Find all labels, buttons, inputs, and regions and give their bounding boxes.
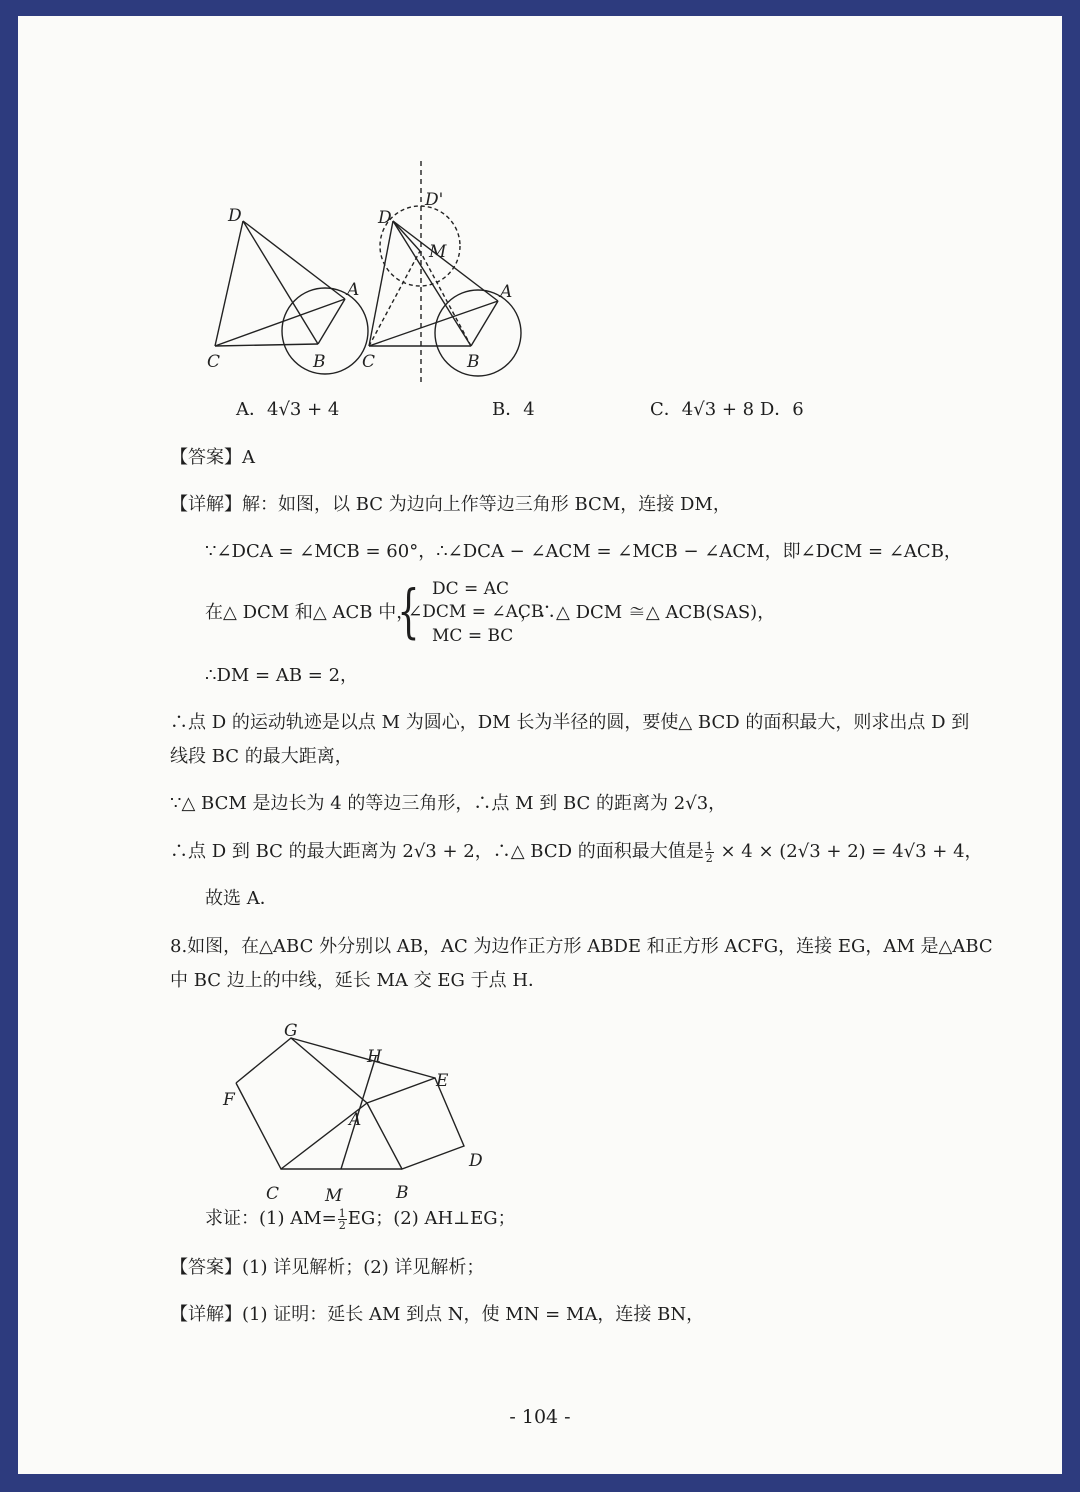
- segment-cm: [369, 251, 420, 346]
- label-h: H: [367, 1047, 382, 1067]
- label-f: F: [223, 1090, 235, 1110]
- segment-ge: [291, 1038, 435, 1078]
- label-e: E: [436, 1071, 449, 1091]
- segment-bm: [420, 251, 471, 346]
- fraction-one-half: $\frac{1}{2}$: [705, 839, 713, 865]
- label-d-prime: D': [425, 190, 444, 210]
- q8-answer: 【答案】(1) 详见解析；(2) 详见解析；: [170, 1257, 485, 1278]
- segment-dc: [215, 221, 243, 346]
- segment-db: [243, 221, 318, 344]
- label-b: B: [467, 352, 480, 372]
- label-d: D: [378, 208, 392, 228]
- label-c: C: [207, 352, 221, 372]
- segment-ca: [215, 299, 345, 346]
- label-a: A: [349, 1110, 362, 1130]
- segment-da: [243, 221, 345, 299]
- fraction-one-half: $\frac{1}{2}$: [338, 1206, 346, 1232]
- q7-detail-intro: 【详解】解：如图，以 BC 为边向上作等边三角形 BCM，连接 DM，: [170, 494, 731, 515]
- segment-cb: [215, 344, 318, 346]
- label-d: D: [228, 206, 242, 226]
- option-a: A．4√3 + 4: [236, 399, 340, 420]
- q7-step2-prefix: 在△ DCM 和△ ACB 中，: [205, 602, 415, 623]
- label-b: B: [396, 1183, 409, 1201]
- system-brace: {: [397, 577, 420, 645]
- q7-step6-suffix: × 4 × (2√3 + 2) = 4√3 + 4，: [714, 841, 983, 862]
- label-b: B: [313, 352, 326, 372]
- q7-step4b: 线段 BC 的最大距离，: [170, 746, 353, 767]
- label-m: M: [325, 1186, 343, 1201]
- label-m: M: [429, 242, 447, 262]
- q7-step6-prefix: ∴点 D 到 BC 的最大距离为 2√3 + 2，∴△ BCD 的面积最大值是: [170, 841, 704, 862]
- q8-prove-prefix: 求证：(1) AM=: [205, 1208, 337, 1229]
- label-a: A: [500, 282, 513, 302]
- q7-step6: [170, 839, 983, 865]
- label-a: A: [347, 280, 360, 300]
- q7-step3: ∴DM = AB = 2，: [205, 665, 359, 686]
- segment-dm: [393, 221, 420, 251]
- q8-prove: [205, 1206, 516, 1232]
- option-c-d: C．4√3 + 8 D．6: [650, 399, 804, 420]
- q8-detail: 【详解】(1) 证明：延长 AM 到点 N，使 MN = MA，连接 BN，: [170, 1304, 705, 1325]
- label-d: D: [469, 1151, 483, 1171]
- figure-squares: [198, 1001, 498, 1201]
- segment-ab: [471, 301, 498, 346]
- page-number: - 104 -: [509, 1406, 571, 1428]
- system-line-2: ∠DCM = ∠ACB: [408, 602, 544, 622]
- q7-conclusion: 故选 A．: [205, 888, 278, 909]
- q8-problem-line-1: 8.如图，在△ABC 外分别以 AB，AC 为边作正方形 ABDE 和正方形 ACFG，连接 EG，AM 是△ABC: [170, 936, 993, 957]
- square-abde: [367, 1078, 464, 1169]
- option-b: B．4: [492, 399, 535, 420]
- q8-prove-suffix: EG；(2) AH⊥EG；: [347, 1208, 516, 1229]
- label-g: G: [284, 1021, 298, 1041]
- circle-m: [380, 206, 460, 286]
- label-c: C: [266, 1184, 280, 1201]
- figure-2-diagram: [353, 161, 553, 401]
- segment-ca: [369, 301, 498, 346]
- q7-step5: ∵△ BCM 是边长为 4 的等边三角形，∴点 M 到 BC 的距离为 2√3，: [170, 793, 727, 814]
- figure-with-circles: [353, 161, 553, 401]
- segment-dc: [369, 221, 393, 346]
- q7-answer: 【答案】A: [170, 447, 255, 468]
- q7-step4a: ∴点 D 的运动轨迹是以点 M 为圆心，DM 长为半径的圆，要使△ BCD 的面积最大，则求出点 D 到: [170, 712, 970, 733]
- segment-ab: [318, 299, 345, 344]
- figure-3-diagram: [198, 1001, 498, 1201]
- q8-problem-line-2: 中 BC 边上的中线，延长 MA 交 EG 于点 H．: [170, 970, 547, 991]
- q7-step2-suffix: ，∴△ DCM ≅△ ACB(SAS)，: [520, 602, 776, 623]
- q7-step1: ∵∠DCA = ∠MCB = 60°，∴∠DCA − ∠ACM = ∠MCB − ∠ACM，即∠DCM = ∠ACB，: [205, 541, 962, 562]
- system-line-3: MC = BC: [432, 626, 514, 646]
- system-line-1: DC = AC: [432, 579, 509, 599]
- document-page: [18, 16, 1062, 1474]
- label-c: C: [362, 352, 376, 372]
